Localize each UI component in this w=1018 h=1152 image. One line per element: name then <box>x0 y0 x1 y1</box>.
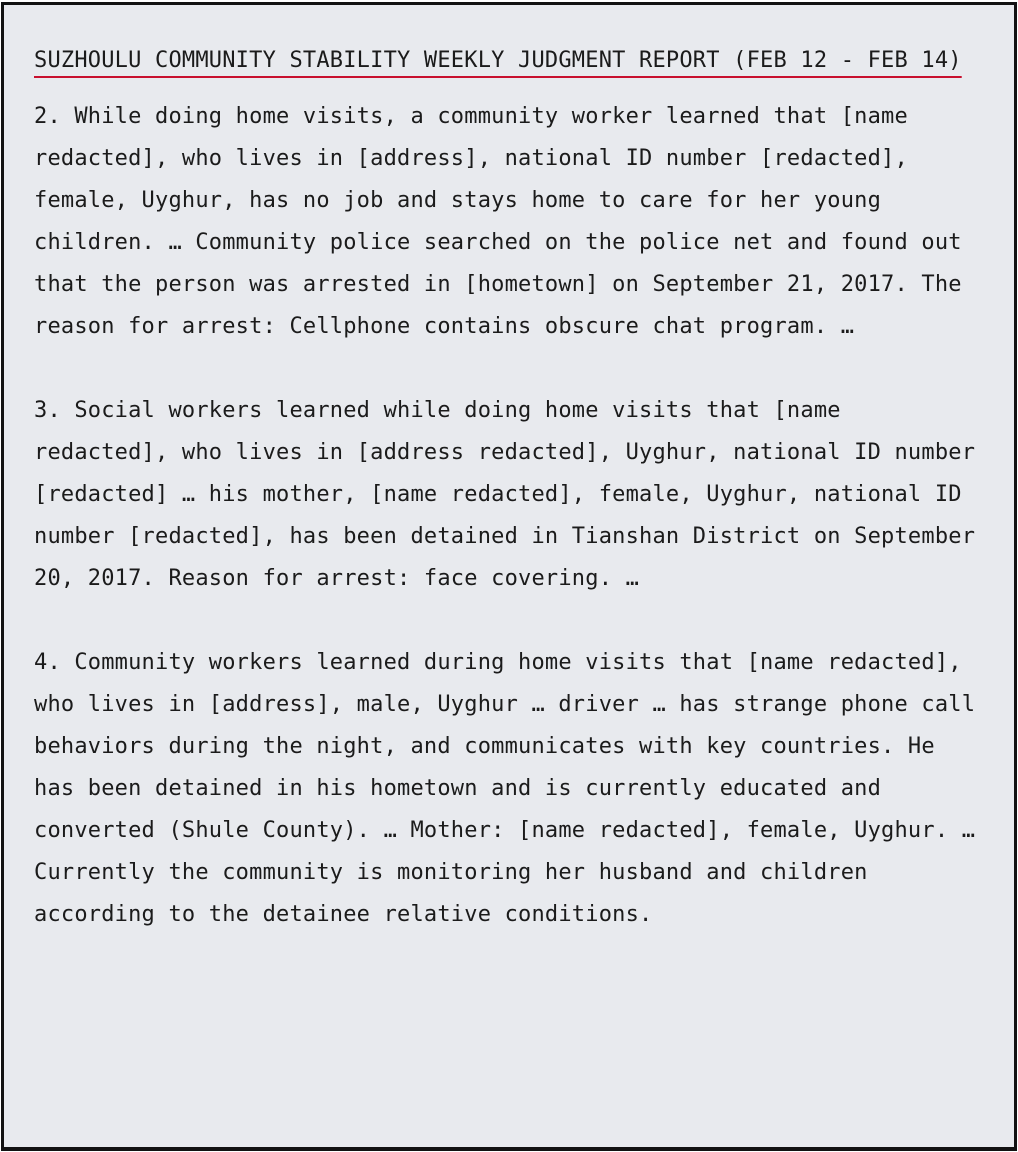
document-title-text: SUZHOULU COMMUNITY STABILITY WEEKLY JUDGMENT REPORT (FEB 12 - FEB 14) <box>34 48 962 73</box>
paragraph-4: 4. Community workers learned during home visits that [name redacted], who lives in [address], male, Uyghur … driver … has strange phone call behaviors during the night, and communicates with key countries. He has been detained in his hometown and is currently educated and converted (Shule County). … Mother: [name redacted], female, Uyghur. … Currently the community is monitoring her husband and children according to the detainee relative conditions. <box>34 650 976 927</box>
document-title <box>34 40 984 82</box>
document-frame <box>1 2 1017 1151</box>
paragraph-3: 3. Social workers learned while doing home visits that [name redacted], who lives in [address redacted], Uyghur, national ID number [redacted] … his mother, [name redacted], female, Uyghur, national ID number [redacted], has been detained in Tianshan District on September 20, 2017. Reason for arrest: face covering. … <box>34 398 976 591</box>
paragraph-2: 2. While doing home visits, a community worker learned that [name redacted], who lives in [address], national ID number [redacted], female, Uyghur, has no job and stays home to care for her young children. … Community police searched on the police net and found out that the person was arrested in [hometown] on September 21, 2017. The reason for arrest: Cellphone contains obscure chat program. … <box>34 104 962 339</box>
